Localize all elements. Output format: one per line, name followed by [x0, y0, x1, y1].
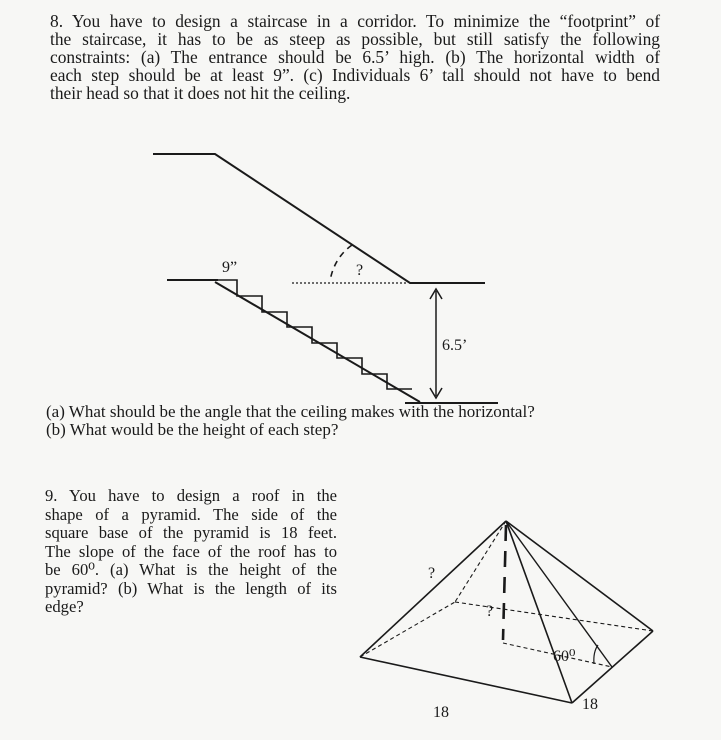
edge-question-label: ?	[428, 565, 436, 582]
problem-9-line: square base of the pyramid is 18 feet.	[45, 523, 337, 542]
apothem-base-line	[503, 643, 612, 667]
pyramid-height-line	[503, 525, 506, 640]
ceiling-angle-label: ?	[356, 262, 364, 279]
problem-8-text	[50, 12, 660, 102]
problem-9-line: pyramid? (b) What is the length of its	[45, 578, 337, 598]
staircase-steps	[218, 280, 412, 389]
problem-9-line: edge?	[45, 597, 84, 616]
problem-8-question-a: (a) What should be the angle that the ceiling makes with the horizontal?	[46, 402, 535, 421]
pyramid-edge-front-right	[506, 521, 572, 703]
problem-8-question-b: (b) What would be the height of each step?	[46, 420, 339, 439]
entrance-height-label: 6.5’	[442, 337, 468, 354]
step-width-label: 9”	[222, 259, 238, 276]
pyramid-edge-back-right	[506, 521, 653, 631]
staircase-slope-line	[215, 282, 420, 402]
problem-9-line: 9. You have to design a roof in the	[45, 486, 337, 505]
height-question-label: ?	[486, 603, 494, 620]
face-slant-line	[506, 521, 612, 667]
problem-8-questions	[46, 403, 606, 439]
face-angle-label: 60⁰	[553, 648, 576, 665]
problem-8-line: 8. You have to design a staircase in a corridor. To minimize the “footprint” of	[50, 11, 660, 31]
ceiling-line	[153, 154, 485, 283]
pyramid-base-front	[360, 657, 572, 703]
problem-9-line: be 60⁰. (a) What is the height of the	[45, 560, 337, 579]
problem-8-line: each step should be at least 9”. (c) Individuals 6’ tall should not have to bend	[50, 65, 660, 85]
problem-8-line: the staircase, it has to be as steep as possible, but still satisfy the following	[50, 29, 660, 49]
base-side-label-front: 18	[433, 704, 449, 721]
pyramid-edge-back-left	[455, 521, 506, 602]
pyramid-edge-front-left	[360, 521, 506, 657]
pyramid-base-back	[360, 602, 455, 657]
pyramid-base-right	[572, 631, 653, 703]
problem-9-line: shape of a pyramid. The side of the	[45, 504, 337, 524]
base-side-label-right: 18	[582, 696, 598, 713]
height-arrow-bottom	[430, 388, 442, 398]
problem-9-line: The slope of the face of the roof has to	[45, 541, 337, 561]
height-arrow-top	[430, 289, 442, 299]
problem-8-line: their head so that it does not hit the ceiling.	[50, 83, 351, 103]
problem-9-text	[45, 487, 337, 617]
problem-8-line: constraints: (a) The entrance should be 6.5’ high. (b) The horizontal width of	[50, 47, 660, 67]
face-angle-arc	[594, 645, 598, 664]
pyramid-base-back-right	[455, 602, 653, 631]
angle-arc	[330, 245, 352, 281]
